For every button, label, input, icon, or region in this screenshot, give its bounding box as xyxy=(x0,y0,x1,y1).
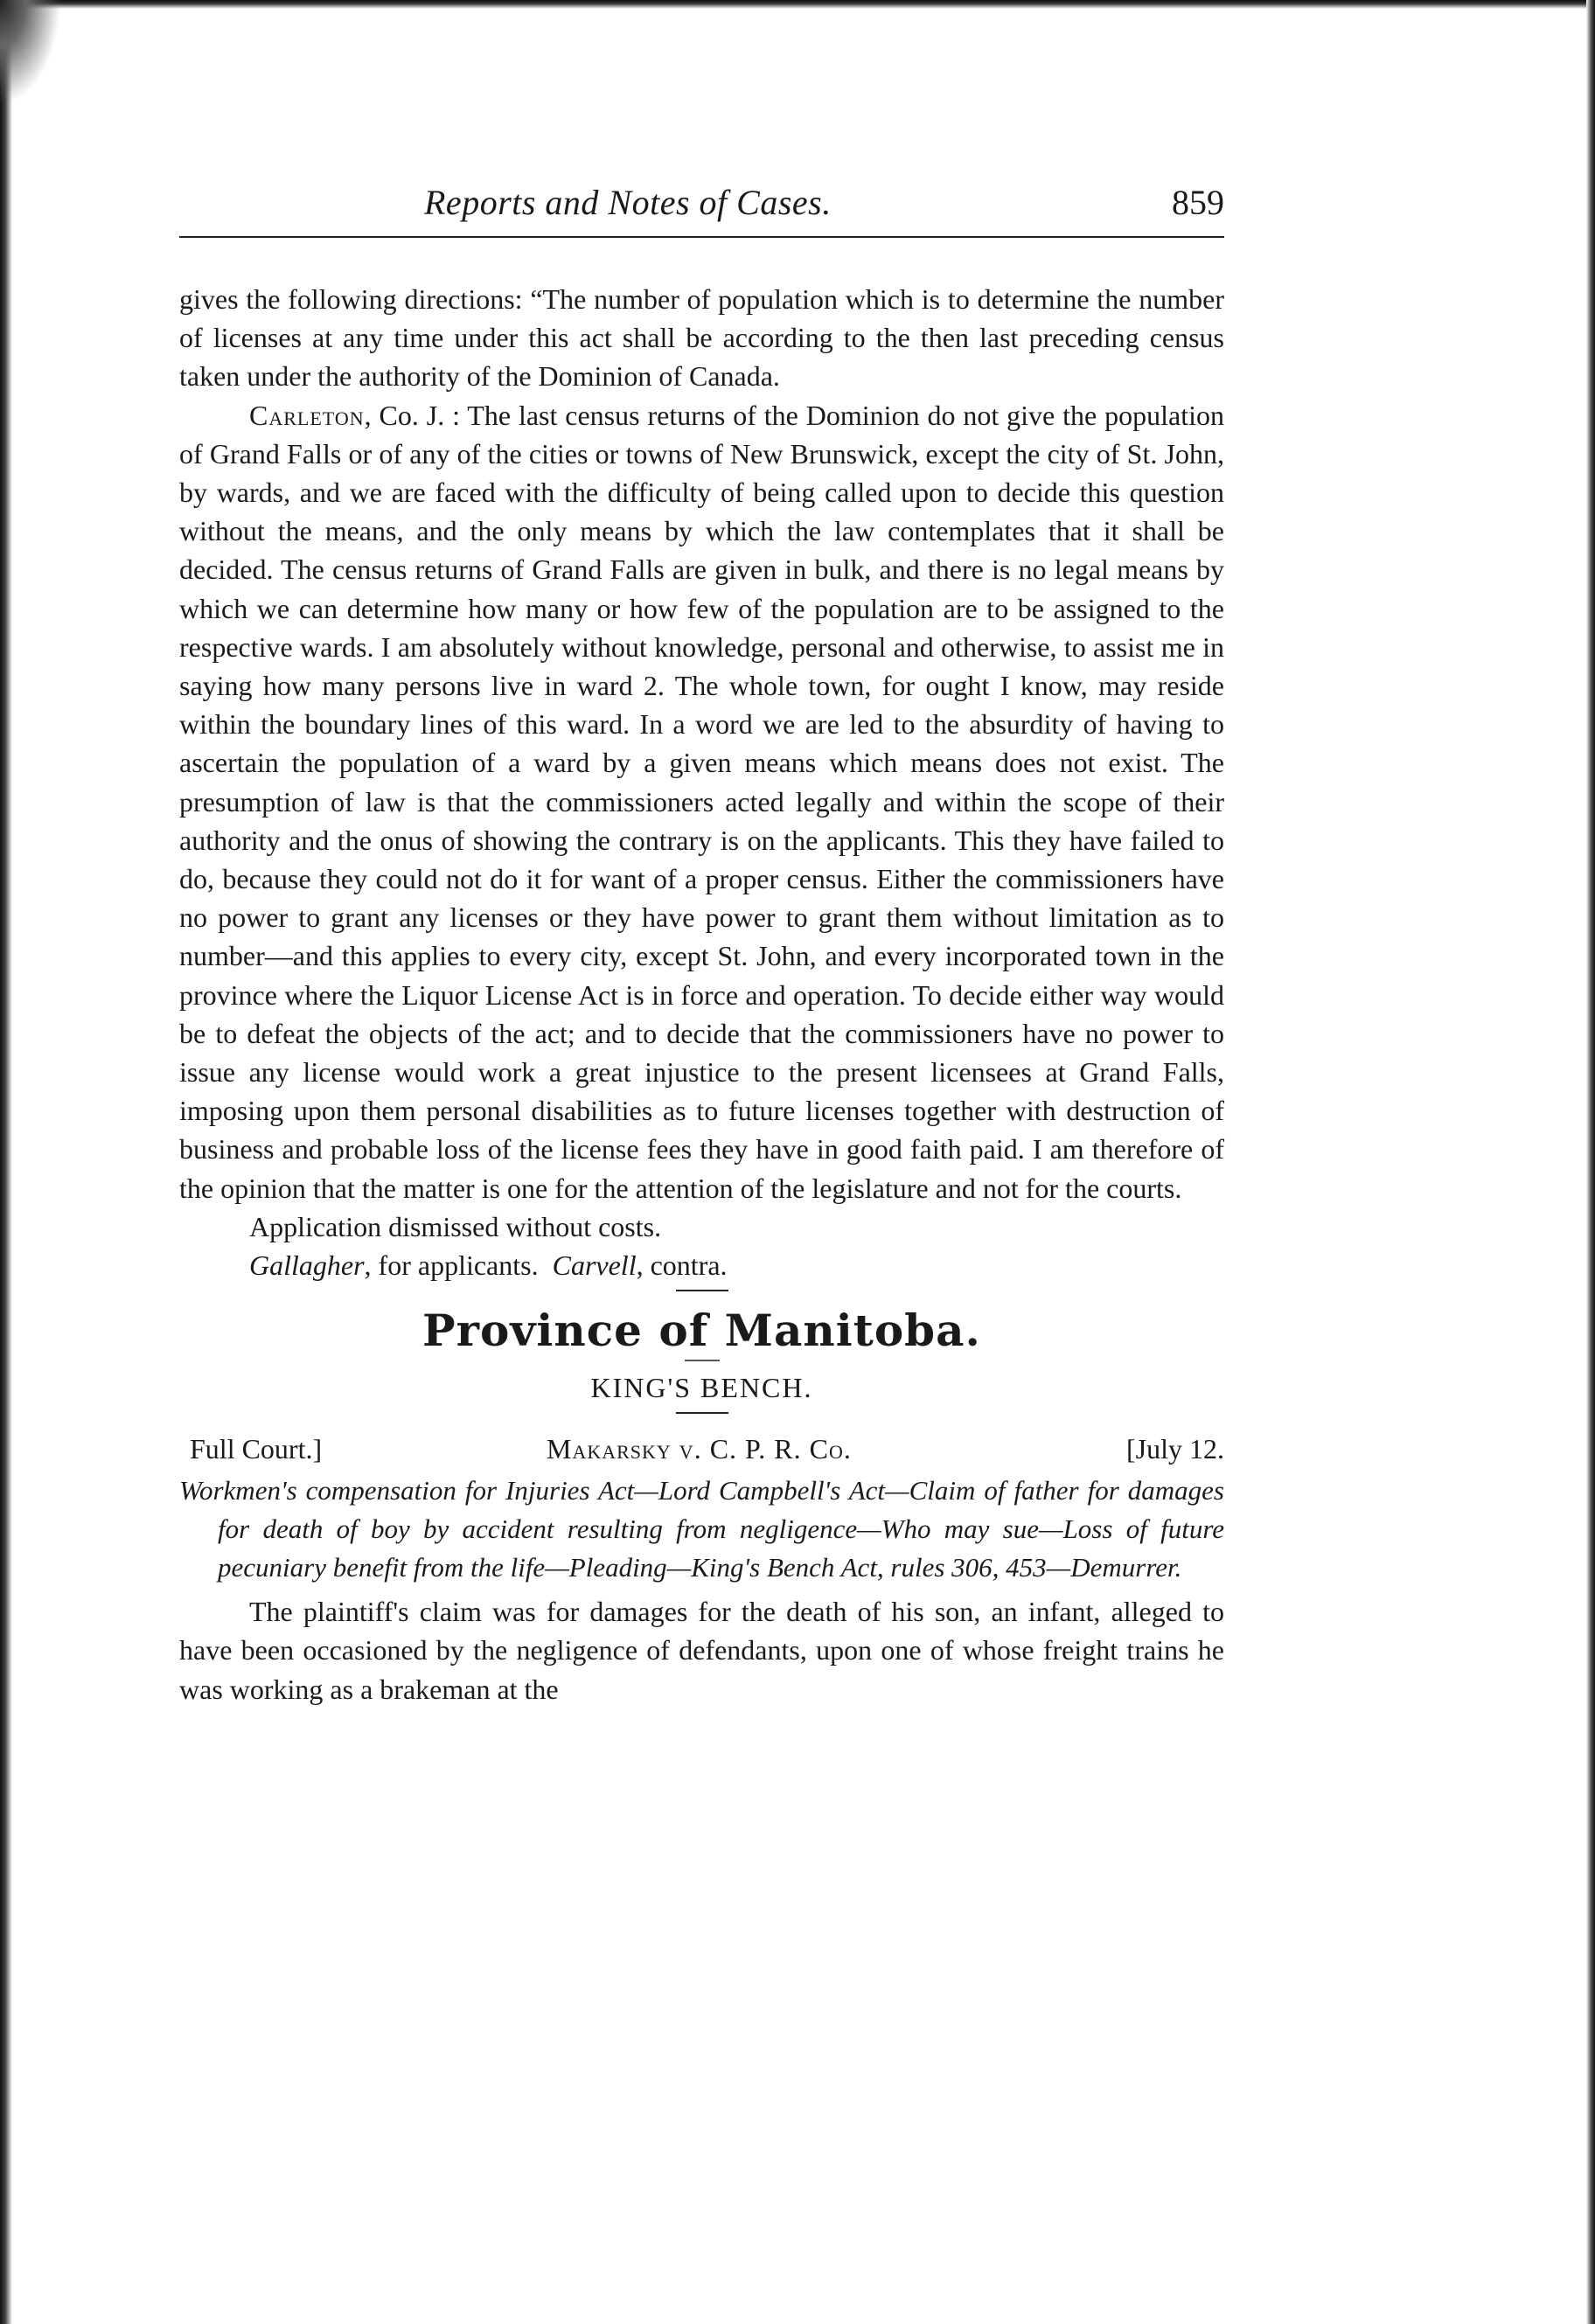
judgment-text: The last census returns of the Dominion do not give the population of Grand Falls or of any of the cities or towns of New Brunswick, except the city of St. John, by wards, and we are faced with the difficulty of being called upon to decide this question without the means, and the only means by which the law contemplates that it shall be decided. The census returns of Grand Falls are given in bulk, and there is no legal means by which we can determine how many or how few of the population are to be assigned to the respective wards. I am absolutely without knowledge, personal and otherwise, to assist me in saying how many persons live in ward 2. The whole town, for ought I know, may reside within the boundary lines of this ward. In a word we are led to the absurdity of having to ascertain the population of a ward by a given means which means does not exist. The presumption of law is that the commissioners acted legally and within the scope of their authority and the onus of showing the contrary is on the applicants. This they have failed to do, because they could not do it for want of a proper census. Either the commissioners have no power to grant any licenses or they have power to grant them without limitation as to number—and this applies to every city, except St. John, and every incorporated town in the province where the Liquor License Act is in force and operation. To decide either way would be to defeat the objects of the act; and to decide that the commissioners have no power to issue any license would work a great injustice to the present licensees at Grand Falls, imposing upon them personal disabilities as to future licenses together with destruction of business and probable loss of the license fees they have in good faith paid. I am therefore of the opinion that the matter is one for the attention of the legislature and not for the courts. xyxy=(179,399,1224,1204)
case-caption xyxy=(179,1430,1224,1468)
judge-name: Carleton xyxy=(249,399,365,431)
province-heading: Province of Manitoba. xyxy=(422,1305,981,1357)
heading-divider xyxy=(685,1360,720,1361)
case-court: Full Court.] xyxy=(190,1433,323,1465)
applicant-counsel: Gallagher xyxy=(249,1249,365,1282)
disposition: Application dismissed without costs. xyxy=(249,1210,662,1242)
counsel-line xyxy=(179,1246,1224,1284)
page-number: 859 xyxy=(1172,183,1224,222)
document-page xyxy=(179,175,1224,2116)
applicant-role: , for applicants. xyxy=(364,1249,539,1282)
judge-title: , Co. J. : xyxy=(364,399,460,431)
judgment-paragraph xyxy=(179,396,1224,1207)
contra-role: , contra. xyxy=(636,1249,728,1282)
section-divider xyxy=(676,1290,728,1291)
closing-paragraph: The plaintiff's claim was for damages for the death of his son, an infant, alleged to have been occasioned by the negligence of defendants, upon one of whose freight trains he was working as a brakeman at the xyxy=(179,1596,1224,1705)
scan-corner-shadow xyxy=(0,0,61,105)
scan-border-left xyxy=(0,0,12,2324)
headnote: Workmen's compensation for Injuries Act—Lord Campbell's Act—Claim of father for damages for death of boy by accident resulting from negligence—Who may sue—Loss of future pecuniary benefit from the life—Pleading—King's Bench Act, rules 306, 453—Demurrer. xyxy=(179,1475,1224,1583)
opening-paragraph: gives the following directions: “The number of population which is to determine the number of licenses at any time under this act shall be according to the then last preceding census taken under the authority of the Dominion of Canada. xyxy=(179,283,1224,393)
court-heading: KING'S BENCH. xyxy=(590,1372,813,1404)
scan-border-right xyxy=(1586,0,1595,2324)
running-header xyxy=(179,175,1224,238)
page-body xyxy=(179,280,1224,1708)
case-name: Makarsky v. C. P. R. Co. xyxy=(547,1433,852,1465)
court-divider xyxy=(676,1412,728,1414)
scan-border-top xyxy=(0,0,1595,9)
running-title: Reports and Notes of Cases. xyxy=(424,183,832,222)
case-date: [July 12. xyxy=(1126,1433,1224,1465)
contra-counsel: Carvell xyxy=(552,1249,637,1282)
